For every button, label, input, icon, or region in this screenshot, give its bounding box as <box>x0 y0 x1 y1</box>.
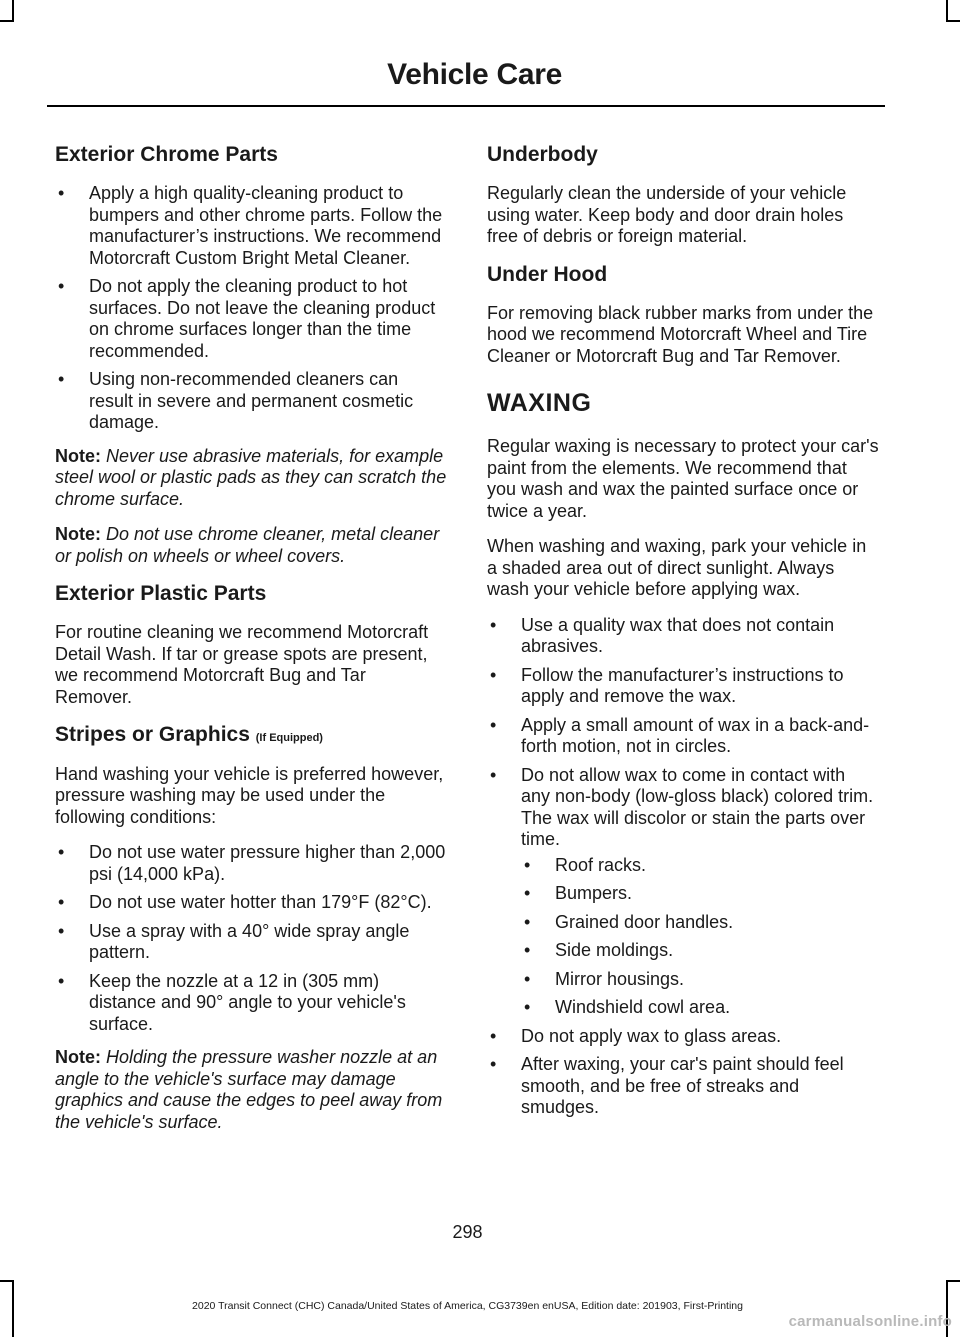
if-equipped-label: (If Equipped) <box>255 732 323 745</box>
list-item: • Do not use water hotter than 179°F (82°C). <box>58 892 432 913</box>
page-title: Vehicle Care <box>387 58 562 91</box>
list-item: • Follow the manufacturer’s instructions to apply and remove the wax. <box>490 664 844 707</box>
header-rule <box>47 105 885 107</box>
underbody-text: Regularly clean the underside of your vehicle using water. Keep body and door drain holes free of debris or foreign material. <box>487 183 847 247</box>
bullet-icon: • <box>58 369 65 390</box>
left-column <box>55 142 447 1147</box>
bullet-icon: • <box>58 892 65 913</box>
bullet-icon: • <box>58 276 65 297</box>
bullet-icon: • <box>58 970 65 991</box>
sub-list-item: • Bumpers. <box>524 883 633 904</box>
list-item: • Do not use water pressure higher than 2,000 psi (14,000 kPa). <box>58 842 446 884</box>
bullet-icon: • <box>524 997 531 1018</box>
bullet-icon: • <box>490 714 497 735</box>
bullet-icon: • <box>524 968 531 989</box>
underbody-heading: Underbody <box>487 143 598 166</box>
sub-list-item: • Mirror housings. <box>524 968 685 989</box>
crop-mark-top-left-v <box>12 0 14 22</box>
waxing-paragraph-2: When washing and waxing, park your vehicle in a shaded area out of direct sunlight. Always wash your vehicle before applying wax. <box>487 536 867 600</box>
waxing-bullet-list <box>487 615 879 1119</box>
bullet-icon: • <box>58 920 65 941</box>
list-item: • Do not apply the cleaning product to hot surfaces. Do not leave the cleaning product on chrome surfaces longer than the time recommended. <box>58 276 436 361</box>
sub-list-item: • Side moldings. <box>524 940 674 961</box>
bullet-icon: • <box>490 1025 497 1046</box>
underhood-heading: Under Hood <box>487 262 608 286</box>
list-item: • Apply a small amount of wax in a back-and-forth motion, not in circles. <box>490 714 870 757</box>
crop-mark-top-right-v <box>946 0 948 22</box>
stripes-heading: Stripes or Graphics (If Equipped) <box>55 723 323 747</box>
sub-list-item: • Windshield cowl area. <box>524 997 731 1018</box>
bullet-icon: • <box>490 614 497 635</box>
page-number: 298 <box>452 1222 483 1242</box>
plastic-text: For routine cleaning we recommend Motorcraft Detail Wash. If tar or grease spots are present, we recommend Motorcraft Bug and Tar Remover. <box>55 622 429 707</box>
crop-mark-top-right-h <box>946 20 960 22</box>
list-item: • Use a spray with a 40° wide spray angle pattern. <box>58 920 410 963</box>
list-item: • Do not allow wax to come in contact with any non-body (low-gloss black) colored trim. The wax will discolor or stain the parts over time. • Roof racks. • Bumpers. • Grained door handles. • Side moldings. • Mirror housings. • Windshield cowl area. <box>487 765 879 1019</box>
stripes-intro: Hand washing your vehicle is preferred however, pressure washing may be used under the following conditions: <box>55 763 444 827</box>
chrome-heading: Exterior Chrome Parts <box>55 143 278 166</box>
list-item: • Apply a high quality-cleaning product to bumpers and other chrome parts. Follow the manufacturer’s instructions. We recommend Motorcraft Custom Bright Metal Cleaner. <box>58 183 443 268</box>
crop-mark-top-left-h <box>0 20 14 22</box>
bullet-icon: • <box>524 911 531 932</box>
bullet-icon: • <box>524 883 531 904</box>
waxing-heading: WAXING <box>487 389 592 418</box>
watermark-link[interactable]: carmanualsonline.info <box>788 1313 952 1330</box>
chrome-note-2: Note: Do not use chrome cleaner, metal cleaner or polish on wheels or wheel covers. <box>55 524 440 566</box>
stripes-note: Note: Holding the pressure washer nozzle at an angle to the vehicle's surface may damage graphics and cause the edges to peel away from the vehicle's surface. <box>55 1047 443 1132</box>
crop-mark-bottom-left-h <box>0 1280 14 1282</box>
list-item: • After waxing, your car's paint should feel smooth, and be free of streaks and smudges. <box>490 1054 844 1118</box>
list-item: • Use a quality wax that does not contain abrasives. <box>490 614 835 657</box>
trim-sub-list <box>487 855 879 1019</box>
list-item: • Do not apply wax to glass areas. <box>490 1025 782 1046</box>
bullet-icon: • <box>58 842 65 863</box>
sub-list-item: • Grained door handles. <box>524 911 734 932</box>
chrome-note-1: Note: Never use abrasive materials, for example steel wool or plastic pads as they can scratch the chrome surface. <box>55 445 447 509</box>
crop-mark-bottom-right-h <box>946 1280 960 1282</box>
bullet-icon: • <box>58 183 65 204</box>
bullet-icon: • <box>490 1054 497 1075</box>
bullet-icon: • <box>490 664 497 685</box>
plastic-heading: Exterior Plastic Parts <box>55 582 267 606</box>
bullet-icon: • <box>490 764 497 785</box>
list-item: • Keep the nozzle at a 12 in (305 mm) distance and 90° angle to your vehicle's surface. <box>58 970 406 1034</box>
waxing-paragraph-1: Regular waxing is necessary to protect your car's paint from the elements. We recommend that you wash and wax the painted surface once or twice a year. <box>487 436 879 521</box>
stripes-bullet-list <box>55 842 447 1035</box>
right-column <box>487 142 879 1131</box>
underhood-text: For removing black rubber marks from under the hood we recommend Motorcraft Wheel and Tire Cleaner or Motorcraft Bug and Tar Remover. <box>487 302 874 366</box>
bullet-icon: • <box>524 940 531 961</box>
chrome-bullet-list <box>55 183 447 434</box>
bullet-icon: • <box>524 854 531 875</box>
sub-list-item: • Roof racks. <box>524 854 647 875</box>
footer-edition-info: 2020 Transit Connect (CHC) Canada/United States of America, CG3739en enUSA, Edition date: 201903, First-Printing <box>192 1300 743 1312</box>
list-item: • Using non-recommended cleaners can result in severe and permanent cosmetic damage. <box>58 369 414 433</box>
